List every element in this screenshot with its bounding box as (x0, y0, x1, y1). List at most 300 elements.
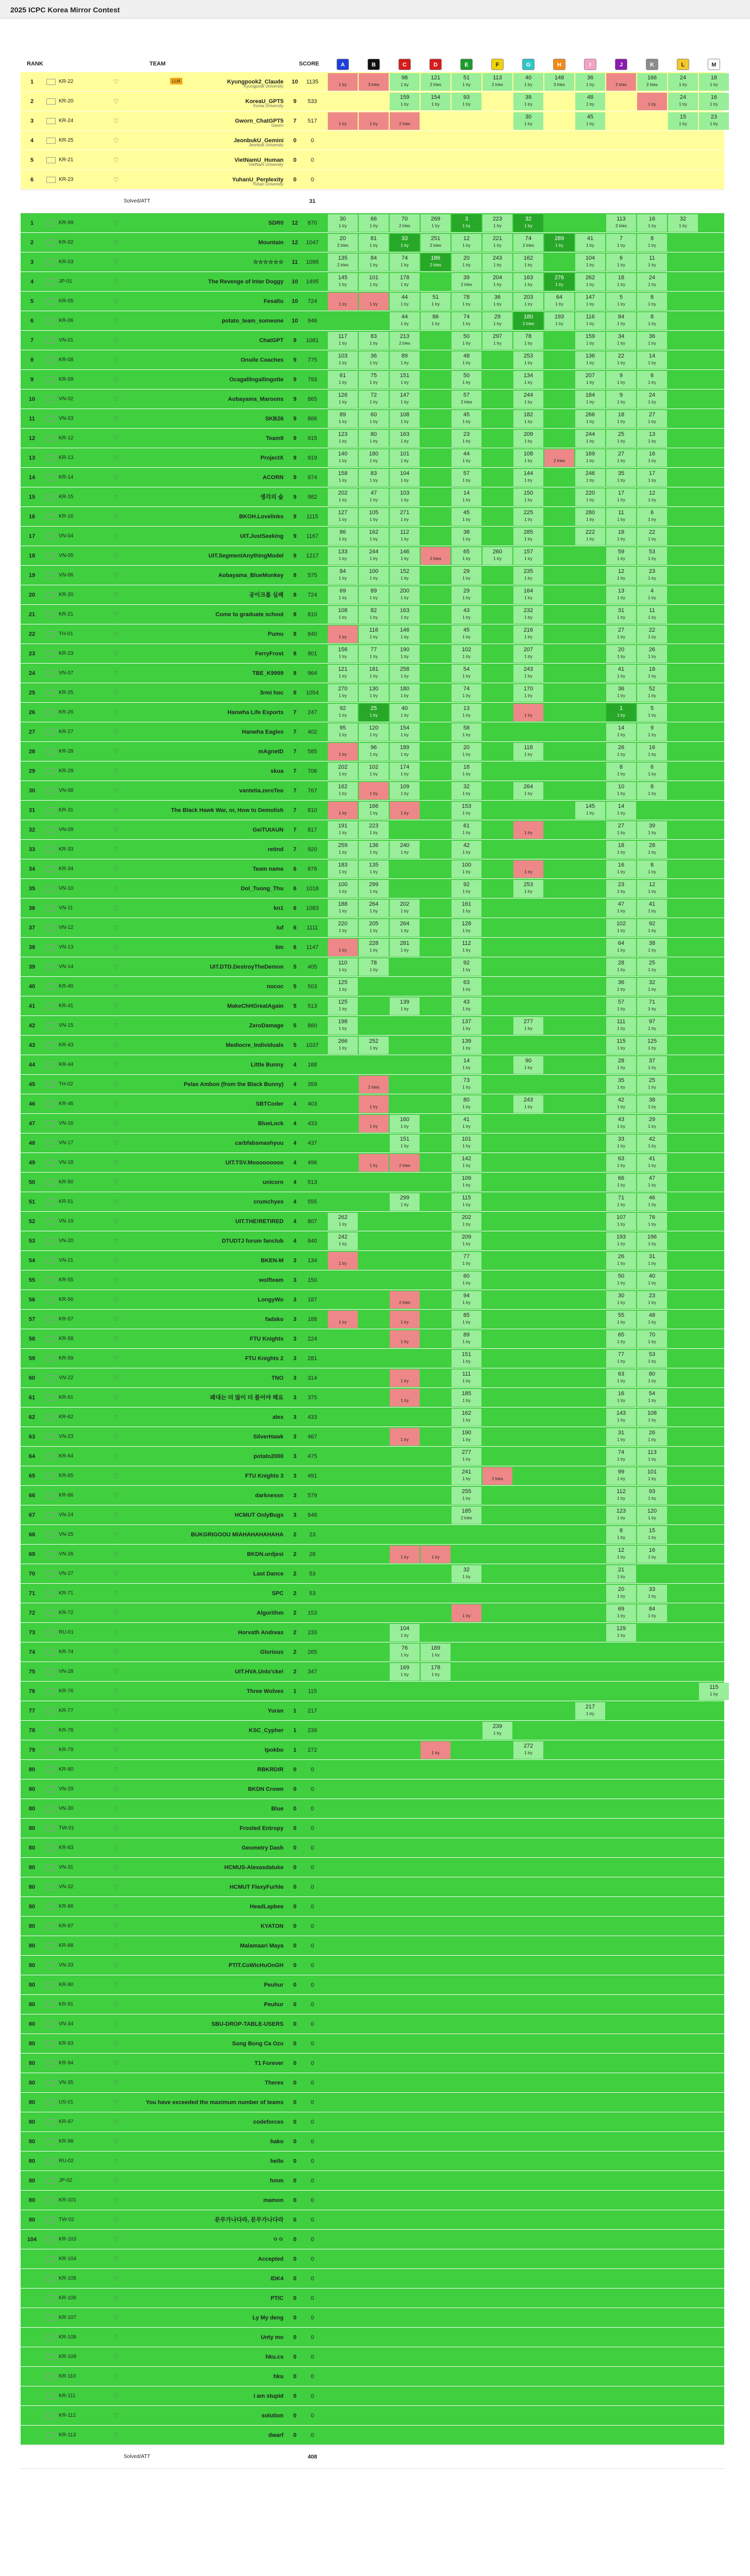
favorite-heart-icon[interactable]: ♡ (113, 1296, 119, 1303)
problem-cell-k[interactable] (637, 1134, 667, 1152)
problem-cell-j[interactable] (606, 978, 636, 995)
problem-cell-k[interactable] (637, 1409, 667, 1426)
problem-cell-a[interactable] (328, 1213, 358, 1230)
team-row[interactable] (21, 899, 724, 918)
problem-cell-e[interactable] (452, 332, 481, 349)
team-row[interactable] (21, 92, 724, 111)
problem-cell-g[interactable] (513, 293, 543, 310)
problem-cell-b[interactable] (359, 762, 389, 780)
team-row[interactable] (21, 213, 724, 233)
problem-cell-c[interactable] (390, 547, 420, 565)
favorite-heart-icon[interactable]: ♡ (113, 846, 119, 853)
problem-cell-e[interactable] (452, 1232, 481, 1250)
team-row[interactable] (21, 605, 724, 624)
problem-cell-i[interactable] (575, 371, 605, 388)
problem-cell-e[interactable] (452, 430, 481, 447)
problem-cell-c[interactable] (390, 371, 420, 388)
problem-cell-j[interactable] (606, 606, 636, 623)
team-name[interactable]: Fesaltu (263, 298, 284, 304)
problem-cell-d[interactable] (421, 293, 451, 310)
problem-cell-e[interactable] (452, 821, 481, 839)
problem-cell-j[interactable] (606, 821, 636, 839)
team-name[interactable]: hmm (270, 2178, 284, 2184)
team-row[interactable] (21, 331, 724, 350)
problem-cell-b[interactable] (359, 508, 389, 526)
problem-cell-b[interactable] (359, 665, 389, 682)
problem-cell-b[interactable] (359, 273, 389, 291)
problem-cell-b[interactable] (359, 606, 389, 623)
favorite-heart-icon[interactable]: ♡ (113, 396, 119, 403)
problem-cell-b[interactable] (359, 73, 389, 91)
team-name[interactable]: Kyungpook2_Claude Kyungpook University (227, 79, 284, 89)
problem-cell-b[interactable] (359, 586, 389, 604)
problem-cell-k[interactable] (637, 1037, 667, 1054)
team-name[interactable]: fadako (265, 1316, 284, 1323)
problem-cell-e[interactable] (452, 214, 481, 232)
team-name[interactable]: mAgnetD (258, 749, 284, 755)
problem-cell-j[interactable] (606, 625, 636, 643)
team-row[interactable] (21, 1486, 724, 1505)
problem-cell-j[interactable] (606, 73, 636, 91)
problem-cell-e[interactable] (452, 704, 481, 721)
team-row[interactable] (21, 1447, 724, 1466)
problem-cell-d[interactable] (421, 1741, 451, 1759)
team-row[interactable] (21, 2034, 724, 2054)
problem-cell-k[interactable] (637, 743, 667, 760)
favorite-heart-icon[interactable]: ♡ (113, 572, 119, 579)
problem-cell-a[interactable] (328, 371, 358, 388)
team-row[interactable] (21, 1505, 724, 1525)
team-row[interactable] (21, 2426, 724, 2445)
problem-cell-a[interactable] (328, 997, 358, 1015)
problem-cell-k[interactable] (637, 567, 667, 584)
problem-cell-j[interactable] (606, 1311, 636, 1328)
team-name[interactable]: Peuhur (264, 2002, 284, 2008)
team-row[interactable] (21, 2249, 724, 2269)
team-row[interactable] (21, 2308, 724, 2328)
problem-cell-i[interactable] (575, 488, 605, 506)
problem-cell-e[interactable] (452, 1252, 481, 1269)
team-row[interactable] (21, 233, 724, 252)
problem-cell-d[interactable] (421, 253, 451, 271)
problem-cell-b[interactable] (359, 802, 389, 819)
problem-cell-k[interactable] (637, 371, 667, 388)
team-name[interactable]: SKB26 (265, 416, 284, 422)
problem-cell-h[interactable] (544, 293, 574, 310)
problem-cell-c[interactable] (390, 332, 420, 349)
problem-cell-a[interactable] (328, 351, 358, 369)
team-name[interactable]: UIT.TSV.Mooooooooo (225, 1160, 284, 1166)
problem-cell-e[interactable] (452, 1037, 481, 1054)
problem-cell-e[interactable] (452, 958, 481, 976)
problem-cell-b[interactable] (359, 253, 389, 271)
team-row[interactable] (21, 722, 724, 742)
problem-cell-j[interactable] (606, 723, 636, 741)
problem-cell-j[interactable] (606, 312, 636, 330)
problem-cell-k[interactable] (637, 1017, 667, 1035)
team-row[interactable] (21, 2328, 724, 2347)
problem-cell-a[interactable] (328, 586, 358, 604)
problem-cell-g[interactable] (513, 351, 543, 369)
favorite-heart-icon[interactable]: ♡ (113, 1923, 119, 1930)
team-row[interactable] (21, 996, 724, 1016)
team-row[interactable] (21, 1075, 724, 1094)
problem-cell-e[interactable] (452, 1409, 481, 1426)
team-name[interactable]: Geometry Dash (241, 1845, 284, 1851)
favorite-heart-icon[interactable]: ♡ (113, 631, 119, 638)
problem-cell-a[interactable] (328, 1017, 358, 1035)
problem-cell-k[interactable] (637, 1272, 667, 1289)
favorite-heart-icon[interactable]: ♡ (113, 1825, 119, 1832)
problem-cell-e[interactable] (452, 860, 481, 878)
problem-cell-c[interactable] (390, 410, 420, 428)
favorite-heart-icon[interactable]: ♡ (113, 2393, 119, 2400)
team-name[interactable]: Blue (271, 1806, 284, 1812)
favorite-heart-icon[interactable]: ♡ (113, 1257, 119, 1264)
favorite-heart-icon[interactable]: ♡ (113, 2236, 119, 2243)
problem-cell-e[interactable] (452, 1272, 481, 1289)
team-name[interactable]: hku (273, 2374, 284, 2380)
problem-cell-a[interactable] (328, 1252, 358, 1269)
team-name[interactable]: vantetia.zeroTeo (239, 788, 284, 794)
team-name[interactable]: The Revenge of Inter Doggy (208, 279, 284, 285)
team-row[interactable] (21, 585, 724, 605)
problem-badge-a[interactable]: A (337, 59, 349, 70)
problem-cell-k[interactable] (637, 1291, 667, 1309)
problem-cell-k[interactable] (637, 1546, 667, 1563)
problem-cell-j[interactable] (606, 762, 636, 780)
problem-cell-k[interactable] (637, 351, 667, 369)
favorite-heart-icon[interactable]: ♡ (113, 157, 119, 164)
favorite-heart-icon[interactable]: ♡ (113, 239, 119, 246)
team-name[interactable]: Aobayama_BlueMonkey (218, 572, 284, 579)
problem-cell-c[interactable] (390, 625, 420, 643)
problem-cell-k[interactable] (637, 1154, 667, 1172)
problem-cell-k[interactable] (637, 469, 667, 486)
favorite-heart-icon[interactable]: ♡ (113, 1472, 119, 1480)
problem-cell-k[interactable] (637, 1095, 667, 1113)
problem-cell-a[interactable] (328, 488, 358, 506)
team-name[interactable]: FTU Knights 2 (245, 1355, 284, 1362)
favorite-heart-icon[interactable]: ♡ (113, 1942, 119, 1950)
team-row[interactable] (21, 2014, 724, 2034)
team-row[interactable] (21, 429, 724, 448)
team-name[interactable]: TNO (271, 1375, 284, 1381)
problem-cell-e[interactable] (452, 1389, 481, 1406)
team-name[interactable]: Mediocre_Individuals (226, 1042, 284, 1048)
problem-cell-g[interactable] (513, 1095, 543, 1113)
team-name[interactable]: alex (272, 1414, 284, 1420)
team-name[interactable]: HCMUS-Alexasdatuke (224, 1865, 284, 1871)
problem-cell-c[interactable] (390, 469, 420, 486)
team-name[interactable]: BKDN.urdjesi (247, 1551, 284, 1557)
problem-cell-h[interactable] (544, 312, 574, 330)
team-row[interactable] (21, 1975, 724, 1995)
favorite-heart-icon[interactable]: ♡ (113, 1707, 119, 1715)
team-row[interactable] (21, 1133, 724, 1153)
team-name[interactable]: i am stupid (253, 2393, 284, 2399)
problem-cell-a[interactable] (328, 762, 358, 780)
problem-cell-e[interactable] (452, 449, 481, 467)
problem-cell-b[interactable] (359, 919, 389, 937)
problem-cell-e[interactable] (452, 73, 481, 91)
team-row[interactable] (21, 1936, 724, 1956)
problem-cell-m[interactable] (699, 1683, 729, 1700)
favorite-heart-icon[interactable]: ♡ (113, 533, 119, 540)
team-row[interactable] (21, 1819, 724, 1838)
team-row[interactable] (21, 1662, 724, 1682)
problem-cell-j[interactable] (606, 1526, 636, 1544)
problem-cell-k[interactable] (637, 508, 667, 526)
favorite-heart-icon[interactable]: ♡ (113, 1081, 119, 1088)
problem-cell-a[interactable] (328, 606, 358, 623)
team-row[interactable] (21, 292, 724, 311)
problem-cell-k[interactable] (637, 1604, 667, 1622)
problem-cell-k[interactable] (637, 93, 667, 110)
team-row[interactable] (21, 170, 724, 190)
team-row[interactable] (21, 644, 724, 664)
problem-cell-b[interactable] (359, 1076, 389, 1093)
problem-cell-e[interactable] (452, 1134, 481, 1152)
problem-cell-g[interactable] (513, 821, 543, 839)
team-name[interactable]: Hanwha Life Esports (227, 709, 284, 716)
problem-cell-k[interactable] (637, 821, 667, 839)
problem-cell-e[interactable] (452, 1095, 481, 1113)
problem-cell-e[interactable] (452, 371, 481, 388)
problem-cell-c[interactable] (390, 645, 420, 663)
problem-cell-d[interactable] (421, 234, 451, 251)
team-name[interactable]: Therex (264, 2080, 284, 2086)
problem-cell-g[interactable] (513, 1017, 543, 1035)
favorite-heart-icon[interactable]: ♡ (113, 435, 119, 442)
problem-cell-c[interactable] (390, 234, 420, 251)
favorite-heart-icon[interactable]: ♡ (113, 1570, 119, 1578)
problem-cell-l[interactable] (668, 93, 698, 110)
problem-cell-j[interactable] (606, 449, 636, 467)
problem-cell-j[interactable] (606, 508, 636, 526)
team-name[interactable]: unicorn (262, 1179, 284, 1185)
problem-cell-a[interactable] (328, 919, 358, 937)
problem-cell-a[interactable] (328, 469, 358, 486)
problem-cell-g[interactable] (513, 665, 543, 682)
team-row[interactable] (21, 448, 724, 468)
problem-cell-c[interactable] (390, 997, 420, 1015)
favorite-heart-icon[interactable]: ♡ (113, 1003, 119, 1010)
problem-cell-j[interactable] (606, 1017, 636, 1035)
problem-cell-b[interactable] (359, 1115, 389, 1132)
problem-cell-k[interactable] (637, 939, 667, 956)
problem-cell-e[interactable] (452, 1565, 481, 1583)
problem-cell-e[interactable] (452, 665, 481, 682)
favorite-heart-icon[interactable]: ♡ (113, 2275, 119, 2282)
favorite-heart-icon[interactable]: ♡ (113, 1100, 119, 1108)
problem-cell-h[interactable] (544, 449, 574, 467)
team-row[interactable] (21, 272, 724, 292)
problem-cell-e[interactable] (452, 1604, 481, 1622)
team-row[interactable] (21, 2171, 724, 2191)
problem-cell-c[interactable] (390, 273, 420, 291)
team-row[interactable] (21, 1388, 724, 1408)
problem-cell-c[interactable] (390, 430, 420, 447)
problem-cell-b[interactable] (359, 410, 389, 428)
problem-cell-c[interactable] (390, 93, 420, 110)
problem-cell-c[interactable] (390, 606, 420, 623)
team-name[interactable]: RBKRDIR (257, 1767, 284, 1773)
problem-cell-e[interactable] (452, 1056, 481, 1074)
problem-cell-j[interactable] (606, 1193, 636, 1211)
team-name[interactable]: Frosted Entropy (240, 1825, 284, 1832)
team-name[interactable]: DTUDTJ forum fanclub (222, 1238, 284, 1244)
problem-cell-e[interactable] (452, 253, 481, 271)
team-row[interactable] (21, 1251, 724, 1270)
team-name[interactable]: hako (270, 2139, 284, 2145)
problem-cell-c[interactable] (390, 73, 420, 91)
team-row[interactable] (21, 2112, 724, 2132)
problem-cell-j[interactable] (606, 1448, 636, 1465)
favorite-heart-icon[interactable]: ♡ (113, 1140, 119, 1147)
team-name[interactable]: FTU Knights 3 (245, 1473, 284, 1479)
team-row[interactable] (21, 1525, 724, 1545)
problem-cell-a[interactable] (328, 821, 358, 839)
problem-cell-c[interactable] (390, 586, 420, 604)
team-row[interactable] (21, 2073, 724, 2093)
team-name[interactable]: VietNamU_Human VietNam University (234, 157, 284, 167)
team-row[interactable] (21, 409, 724, 429)
problem-cell-i[interactable] (575, 273, 605, 291)
favorite-heart-icon[interactable]: ♡ (113, 1335, 119, 1343)
team-row[interactable] (21, 1799, 724, 1819)
favorite-heart-icon[interactable]: ♡ (113, 1962, 119, 1969)
problem-cell-k[interactable] (637, 704, 667, 721)
team-row[interactable] (21, 2406, 724, 2426)
team-name[interactable]: GeiTUtAUN (253, 827, 284, 833)
problem-cell-k[interactable] (637, 1428, 667, 1446)
problem-cell-e[interactable] (452, 391, 481, 408)
problem-cell-a[interactable] (328, 273, 358, 291)
problem-cell-k[interactable] (637, 1076, 667, 1093)
problem-cell-c[interactable] (390, 1154, 420, 1172)
problem-cell-k[interactable] (637, 997, 667, 1015)
favorite-heart-icon[interactable]: ♡ (113, 298, 119, 305)
team-name[interactable]: Hanwha Eagles (242, 729, 284, 735)
team-name[interactable]: Song Bong Ca Ozu (232, 2041, 284, 2047)
problem-cell-j[interactable] (606, 860, 636, 878)
problem-cell-g[interactable] (513, 112, 543, 130)
team-name[interactable]: potato2000 (253, 1453, 284, 1460)
favorite-heart-icon[interactable]: ♡ (113, 866, 119, 873)
problem-cell-c[interactable] (390, 1193, 420, 1211)
favorite-heart-icon[interactable]: ♡ (113, 963, 119, 971)
team-name[interactable]: The Black Hawk War, or, How to Demolish (171, 807, 284, 814)
favorite-heart-icon[interactable]: ♡ (113, 219, 119, 227)
problem-cell-c[interactable] (390, 704, 420, 721)
problem-cell-a[interactable] (328, 939, 358, 956)
favorite-heart-icon[interactable]: ♡ (113, 78, 119, 86)
team-row[interactable] (21, 1466, 724, 1486)
problem-cell-e[interactable] (452, 1017, 481, 1035)
problem-cell-k[interactable] (637, 880, 667, 897)
problem-cell-f[interactable] (482, 547, 512, 565)
problem-cell-e[interactable] (452, 1428, 481, 1446)
team-name[interactable]: BKDN Crown (247, 1786, 284, 1792)
team-row[interactable] (21, 72, 724, 92)
team-row[interactable] (21, 761, 724, 781)
favorite-heart-icon[interactable]: ♡ (113, 259, 119, 266)
problem-cell-k[interactable] (637, 606, 667, 623)
team-name[interactable]: Gworn_ChatGPT5 Gworn (235, 118, 284, 128)
problem-cell-i[interactable] (575, 253, 605, 271)
team-name[interactable]: 공이크롭 실패 (249, 592, 284, 598)
problem-cell-d[interactable] (421, 93, 451, 110)
favorite-heart-icon[interactable]: ♡ (113, 1042, 119, 1049)
problem-cell-a[interactable] (328, 528, 358, 545)
team-row[interactable] (21, 2347, 724, 2367)
problem-cell-j[interactable] (606, 1565, 636, 1583)
problem-cell-f[interactable] (482, 73, 512, 91)
problem-cell-c[interactable] (390, 1428, 420, 1446)
team-row[interactable] (21, 1682, 724, 1701)
problem-badge-j[interactable]: J (615, 59, 627, 70)
problem-cell-i[interactable] (575, 112, 605, 130)
problem-cell-k[interactable] (637, 1174, 667, 1191)
team-row[interactable] (21, 2210, 724, 2230)
problem-cell-k[interactable] (637, 73, 667, 91)
problem-badge-c[interactable]: C (398, 59, 411, 70)
team-row[interactable] (21, 2386, 724, 2406)
problem-cell-j[interactable] (606, 1174, 636, 1191)
team-name[interactable]: Three Wolves (246, 1688, 284, 1694)
problem-cell-c[interactable] (390, 1624, 420, 1641)
problem-cell-e[interactable] (452, 1506, 481, 1524)
problem-cell-c[interactable] (390, 112, 420, 130)
favorite-heart-icon[interactable]: ♡ (113, 1159, 119, 1166)
problem-cell-e[interactable] (452, 351, 481, 369)
problem-cell-j[interactable] (606, 1291, 636, 1309)
team-name[interactable]: Ocagalilngallingotte (229, 377, 284, 383)
favorite-heart-icon[interactable]: ♡ (113, 552, 119, 560)
problem-cell-k[interactable] (637, 978, 667, 995)
team-row[interactable] (21, 1368, 724, 1388)
problem-cell-k[interactable] (637, 1467, 667, 1485)
favorite-heart-icon[interactable]: ♡ (113, 1864, 119, 1871)
team-name[interactable]: UIT.HVA.Unlo'cke! (235, 1669, 284, 1675)
problem-cell-a[interactable] (328, 841, 358, 858)
problem-cell-b[interactable] (359, 880, 389, 897)
favorite-heart-icon[interactable]: ♡ (113, 317, 119, 325)
problem-cell-c[interactable] (390, 312, 420, 330)
problem-cell-k[interactable] (637, 1193, 667, 1211)
team-row[interactable] (21, 370, 724, 389)
team-name[interactable]: Last Dance (253, 1571, 284, 1577)
problem-cell-b[interactable] (359, 430, 389, 447)
problem-cell-e[interactable] (452, 782, 481, 800)
team-row[interactable] (21, 703, 724, 722)
favorite-heart-icon[interactable]: ♡ (113, 1688, 119, 1695)
team-row[interactable] (21, 624, 724, 644)
problem-cell-d[interactable] (421, 1663, 451, 1681)
favorite-heart-icon[interactable]: ♡ (113, 2099, 119, 2106)
problem-cell-i[interactable] (575, 73, 605, 91)
problem-cell-a[interactable] (328, 73, 358, 91)
favorite-heart-icon[interactable]: ♡ (113, 1903, 119, 1910)
team-name[interactable]: ChatGPT (259, 337, 284, 344)
team-row[interactable] (21, 350, 724, 370)
favorite-heart-icon[interactable]: ♡ (113, 1884, 119, 1891)
team-row[interactable] (21, 1329, 724, 1349)
favorite-heart-icon[interactable]: ♡ (113, 454, 119, 462)
problem-cell-e[interactable] (452, 547, 481, 565)
problem-cell-j[interactable] (606, 997, 636, 1015)
